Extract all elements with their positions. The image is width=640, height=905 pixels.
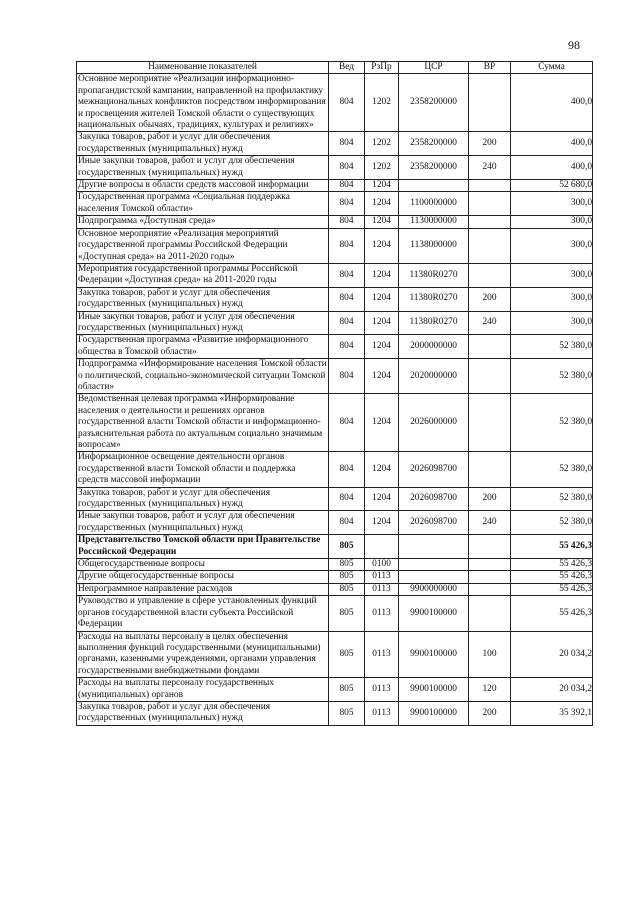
table-row <box>77 228 593 263</box>
budget-table <box>76 61 593 726</box>
cell-sum: 300,0 <box>511 192 593 216</box>
cell-vr: 100 <box>469 631 511 678</box>
cell-ved: 804 <box>329 311 365 335</box>
cell-csr: 11380R0270 <box>399 287 469 311</box>
cell-name: Закупка товаров, работ и услуг для обеспечения государственных (муниципальных) нужд <box>77 132 329 156</box>
cell-ved: 804 <box>329 511 365 535</box>
cell-ved: 805 <box>329 678 365 702</box>
cell-name: Общегосударственные вопросы <box>77 559 329 571</box>
cell-ved: 804 <box>329 216 365 228</box>
cell-rzpr: 1202 <box>365 156 399 180</box>
cell-ved: 804 <box>329 228 365 263</box>
cell-rzpr: 1204 <box>365 359 399 394</box>
cell-sum: 20 034,2 <box>511 678 593 702</box>
cell-csr: 11380R0270 <box>399 311 469 335</box>
table-row <box>77 559 593 571</box>
cell-vr: 200 <box>469 487 511 511</box>
cell-vr <box>469 394 511 452</box>
cell-sum: 300,0 <box>511 263 593 287</box>
cell-ved: 804 <box>329 192 365 216</box>
table-row <box>77 335 593 359</box>
cell-sum: 52 380,0 <box>511 452 593 487</box>
cell-name: Другие вопросы в области средств массовой информации <box>77 180 329 192</box>
table-row <box>77 216 593 228</box>
cell-name: Мероприятия государственной программы Российской Федерации «Доступная среда» на 2011-2020 годы <box>77 263 329 287</box>
cell-vr <box>469 535 511 559</box>
cell-sum: 400,0 <box>511 156 593 180</box>
table-row <box>77 583 593 595</box>
cell-vr <box>469 228 511 263</box>
cell-rzpr: 0113 <box>365 583 399 595</box>
cell-vr: 240 <box>469 311 511 335</box>
cell-vr <box>469 452 511 487</box>
cell-vr: 240 <box>469 156 511 180</box>
table-row <box>77 394 593 452</box>
cell-sum: 300,0 <box>511 228 593 263</box>
table-row <box>77 452 593 487</box>
cell-csr: 9900100000 <box>399 701 469 725</box>
cell-vr: 200 <box>469 701 511 725</box>
cell-csr <box>399 559 469 571</box>
cell-rzpr: 1204 <box>365 511 399 535</box>
table-row <box>77 359 593 394</box>
table-row <box>77 311 593 335</box>
cell-name: Расходы на выплаты персоналу в целях обеспечения выполнения функций государственными (муниципальными) органами, казенными учреждениями, органами управления государственными внебюджетными фондами <box>77 631 329 678</box>
cell-sum: 52 380,0 <box>511 394 593 452</box>
cell-csr: 2358200000 <box>399 74 469 132</box>
table-row <box>77 701 593 725</box>
cell-rzpr: 1204 <box>365 192 399 216</box>
cell-ved: 805 <box>329 535 365 559</box>
cell-name: Основное мероприятие «Реализация информационно-пропагандистской кампании, направленной на профилактику межнациональных конфликтов посредством информирования и просвещения жителей Томской области о существующих национальных обычаях, традициях, культурах и религиях» <box>77 74 329 132</box>
cell-name: Закупка товаров, работ и услуг для обеспечения государственных (муниципальных) нужд <box>77 701 329 725</box>
cell-name: Расходы на выплаты персоналу государственных (муниципальных) органов <box>77 678 329 702</box>
cell-rzpr: 0113 <box>365 596 399 631</box>
cell-vr <box>469 216 511 228</box>
table-row <box>77 631 593 678</box>
cell-rzpr: 1204 <box>365 394 399 452</box>
cell-vr <box>469 571 511 583</box>
cell-vr: 200 <box>469 287 511 311</box>
table-row <box>77 535 593 559</box>
cell-sum: 300,0 <box>511 216 593 228</box>
cell-ved: 804 <box>329 287 365 311</box>
cell-ved: 805 <box>329 571 365 583</box>
cell-ved: 804 <box>329 487 365 511</box>
cell-sum: 52 380,0 <box>511 335 593 359</box>
cell-csr: 2026098700 <box>399 487 469 511</box>
table-row <box>77 571 593 583</box>
cell-rzpr: 1202 <box>365 74 399 132</box>
cell-sum: 20 034,2 <box>511 631 593 678</box>
cell-csr <box>399 535 469 559</box>
table-row <box>77 511 593 535</box>
cell-rzpr: 0113 <box>365 571 399 583</box>
table-row <box>77 192 593 216</box>
cell-vr <box>469 263 511 287</box>
column-header-name: Наименование показателей <box>77 62 329 74</box>
cell-csr: 2026000000 <box>399 394 469 452</box>
cell-name: Государственная программа «Социальная поддержка населения Томской области» <box>77 192 329 216</box>
cell-csr: 11380R0270 <box>399 263 469 287</box>
cell-csr: 1138000000 <box>399 228 469 263</box>
cell-sum: 55 426,3 <box>511 559 593 571</box>
cell-name: Подпрограмма «Доступная среда» <box>77 216 329 228</box>
cell-csr: 9900000000 <box>399 583 469 595</box>
table-row <box>77 287 593 311</box>
cell-csr <box>399 571 469 583</box>
cell-sum: 300,0 <box>511 287 593 311</box>
cell-rzpr: 0113 <box>365 678 399 702</box>
table-row <box>77 596 593 631</box>
column-header-csr: ЦСР <box>399 62 469 74</box>
cell-ved: 804 <box>329 180 365 192</box>
cell-rzpr: 1204 <box>365 311 399 335</box>
table-row <box>77 180 593 192</box>
cell-ved: 805 <box>329 596 365 631</box>
cell-rzpr: 0100 <box>365 559 399 571</box>
cell-name: Информационное освещение деятельности органов государственной власти Томской области и поддержка средств массовой информации <box>77 452 329 487</box>
cell-csr: 2358200000 <box>399 156 469 180</box>
cell-csr: 2358200000 <box>399 132 469 156</box>
cell-rzpr: 1204 <box>365 335 399 359</box>
cell-csr: 2000000000 <box>399 335 469 359</box>
cell-sum: 55 426,3 <box>511 571 593 583</box>
cell-vr: 200 <box>469 132 511 156</box>
cell-sum: 400,0 <box>511 74 593 132</box>
table-row <box>77 263 593 287</box>
cell-ved: 805 <box>329 583 365 595</box>
cell-sum: 55 426,3 <box>511 583 593 595</box>
cell-vr <box>469 180 511 192</box>
cell-csr: 1100000000 <box>399 192 469 216</box>
table-row <box>77 678 593 702</box>
cell-csr: 9900100000 <box>399 678 469 702</box>
cell-name: Закупка товаров, работ и услуг для обеспечения государственных (муниципальных) нужд <box>77 487 329 511</box>
cell-ved: 804 <box>329 452 365 487</box>
cell-ved: 804 <box>329 394 365 452</box>
cell-ved: 804 <box>329 263 365 287</box>
cell-sum: 55 426,3 <box>511 535 593 559</box>
cell-sum: 52 380,0 <box>511 511 593 535</box>
cell-rzpr: 0113 <box>365 701 399 725</box>
cell-ved: 805 <box>329 631 365 678</box>
cell-csr: 9900100000 <box>399 631 469 678</box>
cell-vr <box>469 559 511 571</box>
cell-name: Другие общегосударственные вопросы <box>77 571 329 583</box>
cell-vr <box>469 335 511 359</box>
table-body <box>77 74 593 725</box>
cell-rzpr: 1204 <box>365 452 399 487</box>
cell-vr <box>469 359 511 394</box>
cell-csr <box>399 180 469 192</box>
cell-vr: 240 <box>469 511 511 535</box>
cell-ved: 804 <box>329 74 365 132</box>
cell-name: Руководство и управление в сфере установленных функций органов государственной власти субъекта Российской Федерации <box>77 596 329 631</box>
table-row <box>77 74 593 132</box>
cell-name: Иные закупки товаров, работ и услуг для обеспечения государственных (муниципальных) нужд <box>77 511 329 535</box>
cell-vr <box>469 74 511 132</box>
cell-rzpr: 1204 <box>365 487 399 511</box>
cell-csr: 2020000000 <box>399 359 469 394</box>
cell-name: Закупка товаров, работ и услуг для обеспечения государственных (муниципальных) нужд <box>77 287 329 311</box>
cell-vr <box>469 192 511 216</box>
cell-ved: 804 <box>329 132 365 156</box>
page-number: 98 <box>568 38 580 52</box>
table-row <box>77 156 593 180</box>
cell-rzpr: 1204 <box>365 263 399 287</box>
cell-ved: 805 <box>329 559 365 571</box>
cell-sum: 52 380,0 <box>511 359 593 394</box>
cell-rzpr: 1204 <box>365 216 399 228</box>
cell-ved: 804 <box>329 156 365 180</box>
cell-rzpr: 1202 <box>365 132 399 156</box>
cell-name: Основное мероприятие «Реализация мероприятий государственной программы Российской Федерации «Доступная среда» на 2011-2020 годы» <box>77 228 329 263</box>
cell-name: Государственная программа «Развитие информационного общества в Томской области» <box>77 335 329 359</box>
table-row <box>77 132 593 156</box>
table-row <box>77 487 593 511</box>
table-header-row <box>77 62 593 74</box>
cell-sum: 52 380,0 <box>511 487 593 511</box>
column-header-rzpr: РзПр <box>365 62 399 74</box>
cell-sum: 55 426,3 <box>511 596 593 631</box>
cell-vr <box>469 583 511 595</box>
cell-vr: 120 <box>469 678 511 702</box>
cell-name: Ведомственная целевая программа «Информирование населения о деятельности и решениях органов государственной власти Томской области и информационно-разъяснительная работа по актуальным социально значимым вопросам» <box>77 394 329 452</box>
cell-csr: 9900100000 <box>399 596 469 631</box>
cell-sum: 400,0 <box>511 132 593 156</box>
cell-rzpr: 1204 <box>365 287 399 311</box>
cell-csr: 2026098700 <box>399 452 469 487</box>
cell-name: Подпрограмма «Информирование населения Томской области о политической, социально-экономической ситуации Томской области» <box>78 359 327 392</box>
cell-csr: 1130000000 <box>399 216 469 228</box>
cell-rzpr: 0113 <box>365 631 399 678</box>
cell-csr: 2026098700 <box>399 511 469 535</box>
cell-rzpr <box>365 535 399 559</box>
cell-ved: 805 <box>329 701 365 725</box>
cell-sum: 52 680,0 <box>511 180 593 192</box>
cell-name: Иные закупки товаров, работ и услуг для обеспечения государственных (муниципальных) нужд <box>77 156 329 180</box>
column-header-ved: Вед <box>329 62 365 74</box>
cell-name: Иные закупки товаров, работ и услуг для обеспечения государственных (муниципальных) нужд <box>77 311 329 335</box>
cell-sum: 300,0 <box>511 311 593 335</box>
cell-ved: 804 <box>329 359 365 394</box>
cell-rzpr: 1204 <box>365 180 399 192</box>
column-header-sum: Сумма <box>511 62 593 74</box>
cell-name: Непрограммное направление расходов <box>77 583 329 595</box>
cell-ved: 804 <box>329 335 365 359</box>
cell-name: Представительство Томской области при Правительстве Российской Федерации <box>77 535 329 559</box>
column-header-vr: ВР <box>469 62 511 74</box>
cell-vr <box>469 596 511 631</box>
cell-sum: 35 392,1 <box>511 701 593 725</box>
cell-rzpr: 1204 <box>365 228 399 263</box>
